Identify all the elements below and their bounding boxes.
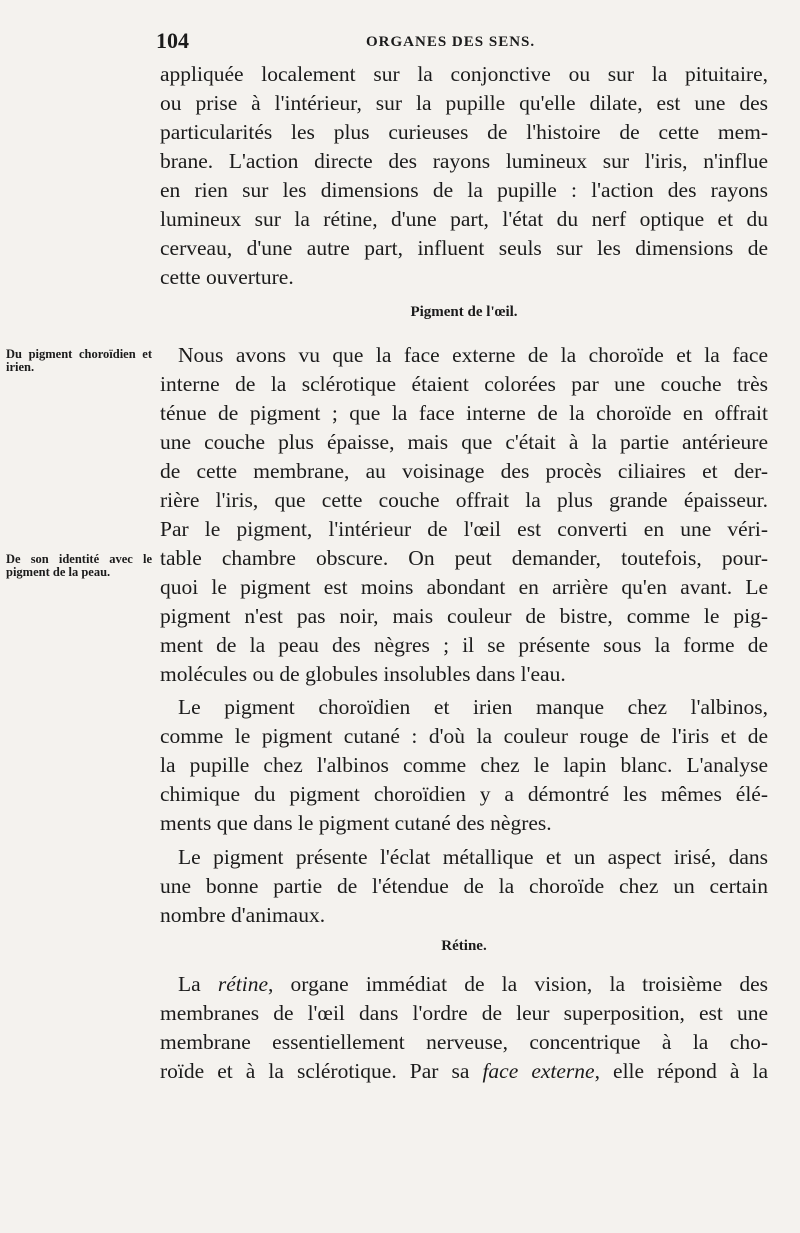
text-line: cerveau, d'une autre part, influent seuls sur les dimensions de xyxy=(160,236,768,260)
text-line: membranes de l'œil dans l'ordre de leur superposition, est une xyxy=(160,1001,768,1025)
text-line: cette ouverture. xyxy=(160,265,294,289)
text-line: une couche plus épaisse, mais que c'était à la partie antérieure xyxy=(160,430,768,454)
section-title-pigment: Pigment de l'œil. xyxy=(410,304,518,320)
text-line: pigment n'est pas noir, mais couleur de bistre, comme le pig- xyxy=(160,604,768,628)
text-line: brane. L'action directe des rayons lumineux sur l'iris, n'influe xyxy=(160,149,768,173)
italic-term: face externe xyxy=(482,1059,595,1083)
text-line: Le pigment présente l'éclat métallique et un aspect irisé, dans xyxy=(178,845,768,869)
paragraph-3 xyxy=(160,693,768,838)
page-number: 104 xyxy=(156,28,189,53)
margin-note-pigment: Du pigment choroïdien et irien. xyxy=(6,347,152,374)
text-line: chimique du pigment choroïdien y a démontré les mêmes élé- xyxy=(160,782,768,806)
paragraph-4 xyxy=(160,843,768,930)
text-fragment: roïde et à la sclérotique. Par sa xyxy=(160,1059,483,1083)
text-line: quoi le pigment est moins abondant en arrière qu'en avant. Le xyxy=(160,575,768,599)
text-line: Nous avons vu que la face externe de la choroïde et la face xyxy=(178,343,768,367)
text-line: la pupille chez l'albinos comme chez le lapin blanc. L'analyse xyxy=(160,753,768,777)
text-line: Le pigment choroïdien et irien manque chez l'albinos, xyxy=(178,695,768,719)
text-fragment: La xyxy=(178,972,218,996)
text-line: appliquée localement sur la conjonctive ou sur la pituitaire, xyxy=(160,62,768,86)
text-line: Par le pigment, l'intérieur de l'œil est converti en une véri- xyxy=(160,517,768,541)
text-line: ténue de pigment ; que la face interne de la choroïde en offrait xyxy=(160,401,768,425)
text-line xyxy=(160,1057,768,1086)
text-line: lumineux sur la rétine, d'une part, l'état du nerf optique et du xyxy=(160,207,768,231)
italic-term: rétine xyxy=(217,972,269,996)
text-line: particularités les plus curieuses de l'histoire de cette mem- xyxy=(160,120,768,144)
text-line: une bonne partie de l'étendue de la choroïde chez un certain xyxy=(160,874,768,898)
text-line: interne de la sclérotique étaient colorées par une couche très xyxy=(160,372,768,396)
running-title: ORGANES DES SENS. xyxy=(366,34,536,50)
page-header xyxy=(156,28,756,58)
text-line: de cette membrane, au voisinage des procès ciliaires et der- xyxy=(160,459,768,483)
paragraph-1 xyxy=(160,60,768,292)
text-line: comme le pigment cutané : d'où la couleur rouge de l'iris et de xyxy=(160,724,768,748)
margin-note-identity: De son identité avec le pigment de la peau. xyxy=(6,552,152,579)
section-title-retine: Rétine. xyxy=(441,938,487,954)
text-line: en rien sur les dimensions de la pupille : l'action des rayons xyxy=(160,178,768,202)
paragraph-5 xyxy=(160,970,768,1086)
text-fragment: , organe immédiat de la vision, la troisième des xyxy=(268,972,768,996)
text-line: membrane essentiellement nerveuse, concentrique à la cho- xyxy=(160,1030,768,1054)
text-line: nombre d'animaux. xyxy=(160,903,326,927)
text-line: table chambre obscure. On peut demander, toutefois, pour- xyxy=(160,546,768,570)
text-line: ments que dans le pigment cutané des nègres. xyxy=(160,811,552,835)
text-line xyxy=(160,970,768,999)
text-line: rière l'iris, que cette couche offrait la plus grande épaisseur. xyxy=(160,488,768,512)
text-line: ou prise à l'intérieur, sur la pupille qu'elle dilate, est une des xyxy=(160,91,768,115)
paragraph-2 xyxy=(160,341,768,689)
text-fragment: , elle répond à la xyxy=(594,1059,768,1083)
text-line: ment de la peau des nègres ; il se présente sous la forme de xyxy=(160,633,768,657)
text-line: molécules ou de globules insolubles dans l'eau. xyxy=(160,662,566,686)
